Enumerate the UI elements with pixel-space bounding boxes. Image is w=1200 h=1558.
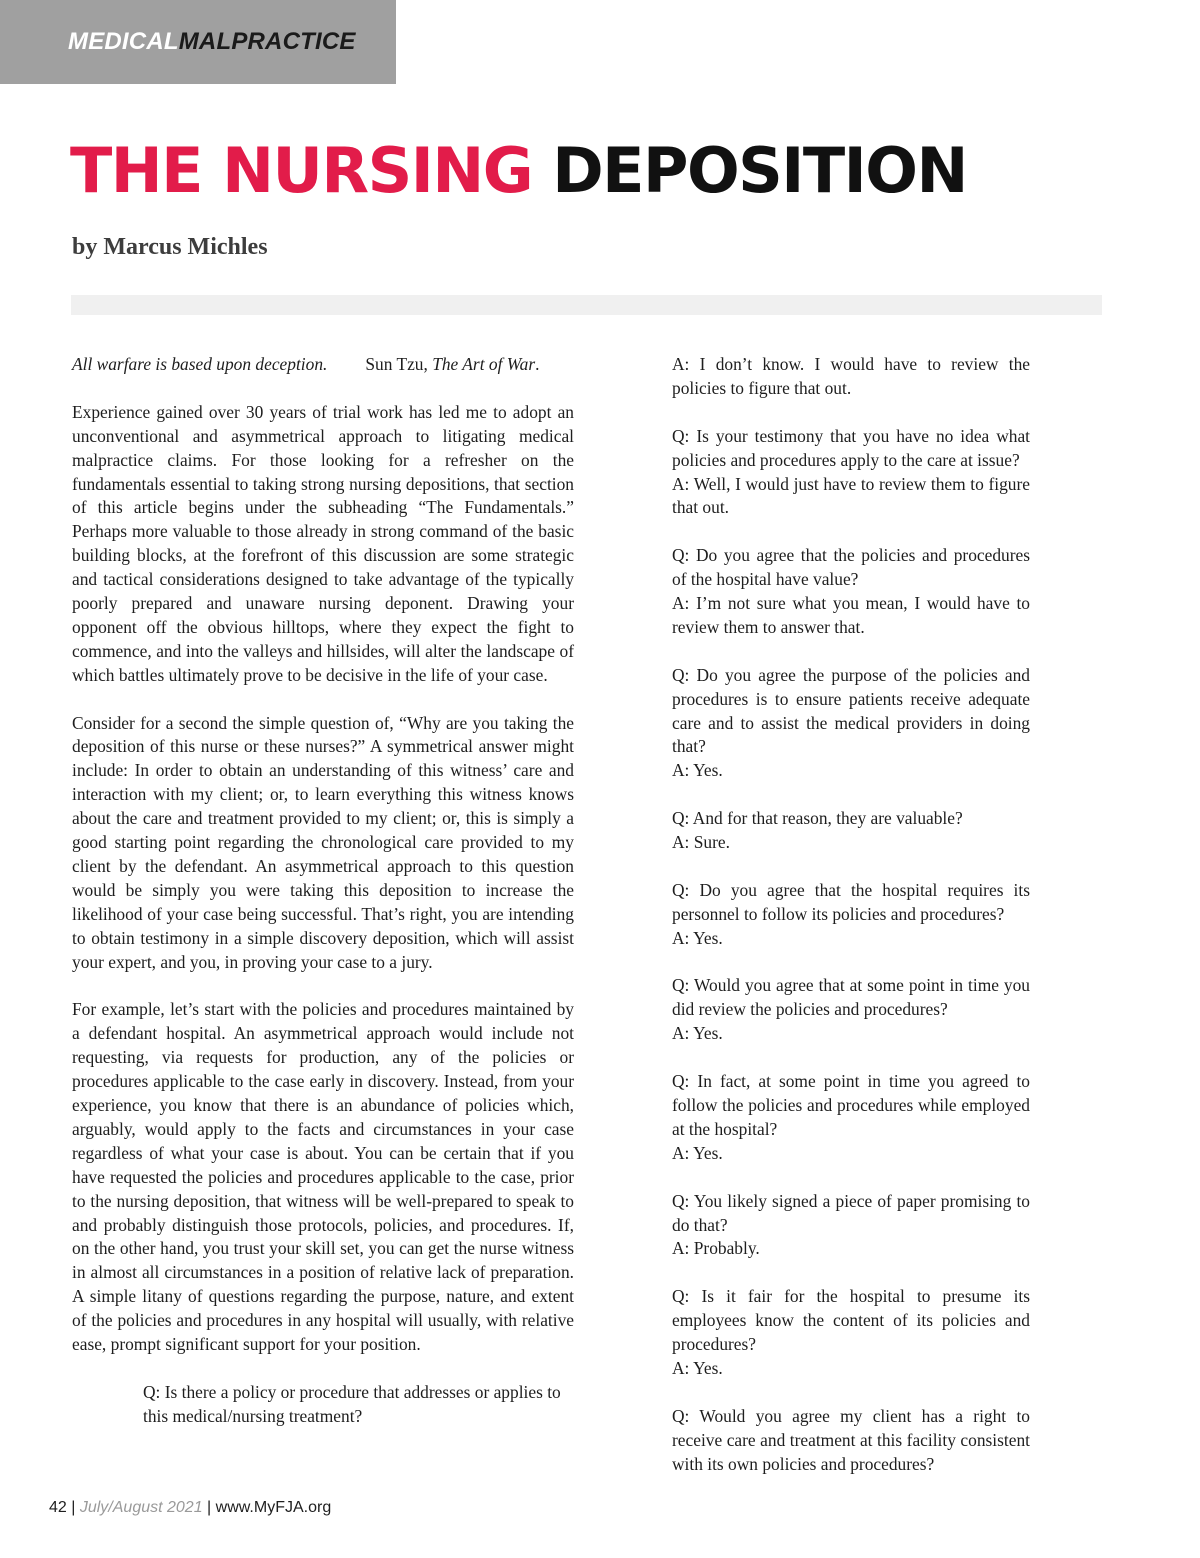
body-paragraph: Consider for a second the simple question of, “Why are you taking the deposition of this nurse or these nurses?” A symmetrical answer might include: In order to obtain an understanding of this witness’ care and interaction with my client; or, to learn everything this witness knows about the care and treatment provided to my client; or, this is simply a good starting point regarding the chronological care provided to my client by the defendant. An asymmetrical approach to this question would be simply you were taking this deposition to increase the likelihood of your case being successful. That’s right, you are intending to obtain testimony in a simple discovery deposition, which will assist your expert, and you, in proving your case to a jury. xyxy=(72,712,574,972)
qa-exchange xyxy=(672,1190,1030,1262)
left-column xyxy=(72,353,574,1453)
qa-line: Q: You likely signed a piece of paper promising to do that? xyxy=(672,1190,1030,1235)
title-black-part: DEPOSITION xyxy=(552,134,967,207)
qa-exchange xyxy=(672,1285,1030,1381)
body-paragraph: For example, let’s start with the policies and procedures maintained by a defendant hospital. An asymmetrical approach would include not requesting, via requests for production, any of the policies or procedures applicable to the case early in discovery. Instead, from your experience, you know that there is an abundance of policies which, arguably, would apply to the facts and circumstances in your case regardless of what your case is about. You can be certain that if you have requested the policies and procedures applicable to the case, prior to the nursing deposition, that witness will be well-prepared to speak to and probably distinguish those protocols, policies, and procedures. If, on the other hand, you trust your skill set, you can get the nurse witness in almost all circumstances in a position of relative lack of preparation. A simple litany of questions regarding the purpose, nature, and extent of the policies and procedures in any hospital will usually, with relative ease, prompt significant support for your position. xyxy=(72,999,574,1355)
qa-line: Q: In fact, at some point in time you agreed to follow the policies and procedures while employed at the hospital? xyxy=(672,1071,1030,1139)
body-paragraph: Experience gained over 30 years of trial work has led me to adopt an unconventional and asymmetrical approach to litigating medical malpractice claims. For those looking for a refresher on the fundamentals essential to taking strong nursing depositions, that section of this article begins under the subheading “The Fundamentals.” Perhaps more valuable to those already in strong command of the basic building blocks, at the forefront of this discussion are some strategic and tactical considerations designed to take advantage of the typically poorly prepared and unaware nursing deponent. Drawing your opponent off the obvious hilltops, where they expect the fight to commence, and into the valleys and hillsides, will alter the landscape of which battles ultimately prove to be decisive in the life of your case. xyxy=(72,401,574,685)
qa-line: Q: Is it fair for the hospital to presume its employees know the content of its policies and procedures? xyxy=(672,1286,1030,1355)
qa-line: A: Yes. xyxy=(672,760,723,781)
right-column xyxy=(672,353,1030,1500)
footer-separator: | xyxy=(202,1499,216,1516)
qa-line: Q: And for that reason, they are valuable? xyxy=(672,808,963,829)
website-link[interactable]: www.MyFJA.org xyxy=(215,1499,332,1516)
qa-line: A: Yes. xyxy=(672,1023,723,1044)
section-tag-bar xyxy=(0,0,396,84)
article-title xyxy=(70,133,967,209)
indented-question: Q: Is there a policy or procedure that addresses or applies to this medical/nursing treatment? xyxy=(143,1381,561,1426)
qa-exchange xyxy=(672,353,1030,401)
qa-exchange xyxy=(672,807,1030,855)
page-footer xyxy=(49,1499,331,1517)
qa-line: Q: Would you agree that at some point in time you did review the policies and procedures? xyxy=(672,975,1030,1020)
title-red-part: THE NURSING xyxy=(70,134,533,207)
epigraph-quote: All warfare is based upon deception. xyxy=(72,354,328,374)
qa-line: A: Sure. xyxy=(672,832,730,853)
qa-exchange xyxy=(672,425,1030,521)
byline: by Marcus Michles xyxy=(72,234,268,260)
qa-line: A: Yes. xyxy=(672,1142,723,1163)
qa-exchange xyxy=(672,1405,1030,1477)
issue-date: July/August 2021 xyxy=(79,1499,203,1516)
qa-line: Q: Do you agree that the hospital requires its personnel to follow its policies and procedures? xyxy=(672,879,1030,924)
qa-line: A: I’m not sure what you mean, I would have to review them to answer that. xyxy=(672,593,1030,637)
epigraph-work: The Art of War xyxy=(432,354,536,374)
qa-exchange xyxy=(672,544,1030,640)
qa-line: Q: Would you agree my client has a right to receive care and treatment at this facility consistent with its own policies and procedures? xyxy=(672,1405,1030,1474)
qa-exchange xyxy=(672,974,1030,1046)
qa-line: Q: Do you agree the purpose of the policies and procedures is to ensure patients receive adequate care and to assist the medical providers in doing that? xyxy=(672,664,1030,757)
qa-line: A: Probably. xyxy=(672,1238,760,1259)
epigraph-end: . xyxy=(535,354,540,374)
section-tag xyxy=(68,28,356,56)
epigraph-author: Sun Tzu, xyxy=(365,354,433,374)
section-tag-part1: MEDICAL xyxy=(68,28,179,55)
qa-line: A: Well, I would just have to review them to figure that out. xyxy=(672,473,1030,518)
section-tag-part2: MALPRACTICE xyxy=(178,28,356,55)
epigraph-source xyxy=(365,354,539,374)
qa-exchange xyxy=(672,664,1030,784)
qa-exchange xyxy=(672,879,1030,951)
footer-separator: | xyxy=(66,1499,80,1516)
qa-line: Q: Do you agree that the policies and procedures of the hospital have value? xyxy=(672,545,1030,590)
qa-line: A: Yes. xyxy=(672,927,723,948)
qa-line: A: Yes. xyxy=(672,1357,723,1378)
qa-exchange xyxy=(672,1070,1030,1166)
qa-line: A: I don’t know. I would have to review the policies to figure that out. xyxy=(672,354,1030,398)
qa-line: Q: Is your testimony that you have no idea what policies and procedures apply to the care at issue? xyxy=(672,425,1030,470)
epigraph xyxy=(72,353,574,377)
page-number: 42 xyxy=(49,1499,67,1516)
divider-bar xyxy=(71,295,1102,315)
